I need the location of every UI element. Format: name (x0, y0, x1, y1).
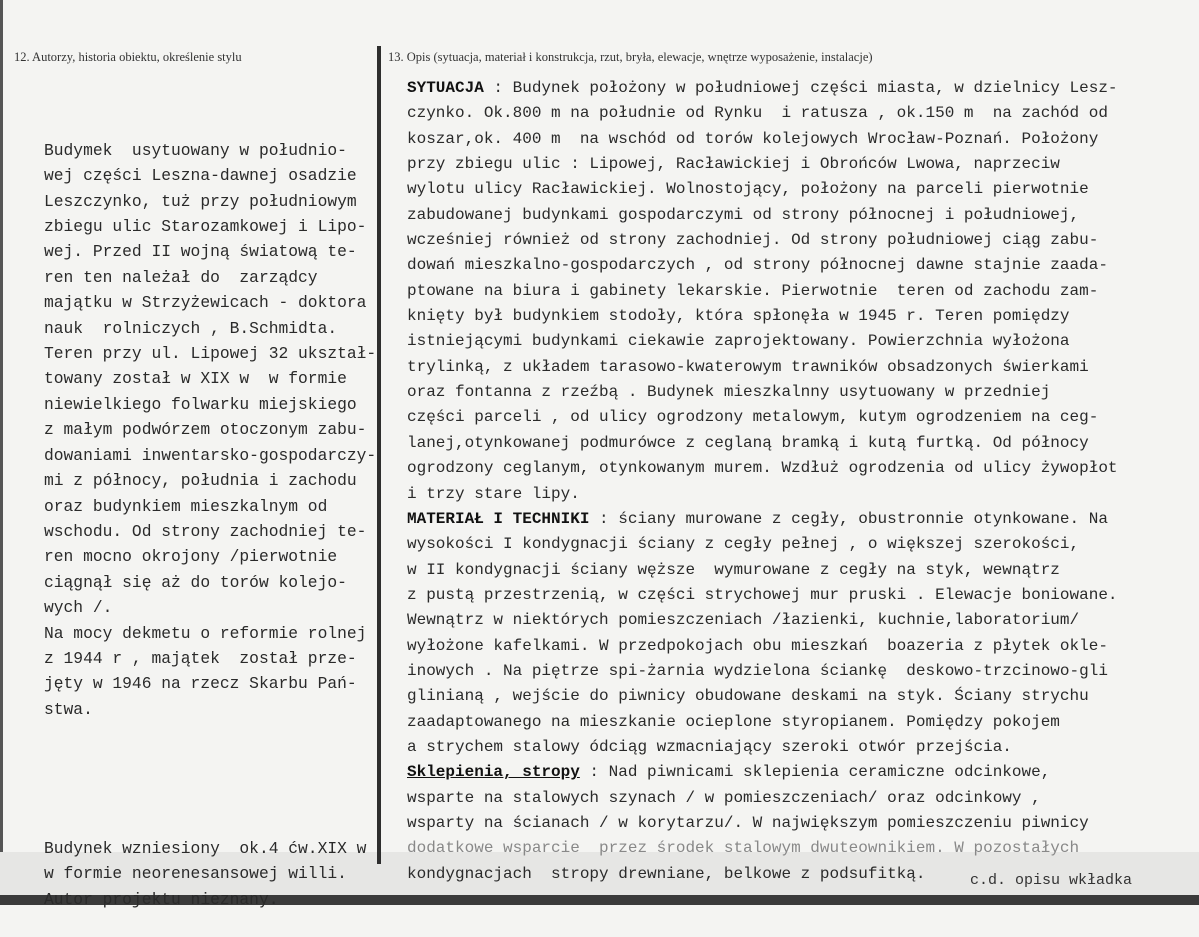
line-text: oraz fontanna z rzeźbą . Budynek mieszkalnny usytuowany w przedniej (407, 383, 1051, 402)
text-line (407, 760, 1118, 785)
text-line (407, 710, 1118, 735)
text-line (407, 608, 1118, 633)
line-text: trylinką, z układem tarasowo-kwaterowym trawników obsadzonych świerkami (407, 357, 1089, 376)
line-text: : Nad piwnicami sklepienia ceramiczne odcinkowe, (579, 763, 1051, 782)
text-line (407, 558, 1118, 583)
text-line (407, 811, 1118, 836)
line-text: wylotu ulicy Racławickiej. Wolnostojący, położony na parceli pierwotnie (407, 180, 1089, 199)
text-line (407, 253, 1118, 278)
text-line: Budymek usytuowany w południo- (44, 140, 347, 160)
text-line (407, 507, 1118, 532)
line-text: i trzy stare lipy. (407, 484, 580, 503)
section-label: MATERIAŁ I TECHNIKI (407, 509, 590, 528)
text-line: mi z północy, południa i zachodu (44, 471, 357, 491)
text-line (407, 532, 1118, 557)
line-text: wcześniej również od strony zachodniej. Od strony południowej ciąg zabu- (407, 231, 1099, 250)
line-text: wyłożone kafelkami. W przedpokojach obu mieszkań boazeria z płytek okle- (407, 636, 1108, 655)
text-line: dowaniami inwentarsko-gospodarczy- (44, 445, 377, 465)
text-line (407, 76, 1118, 101)
line-text: koszar,ok. 400 m na wschód od torów kolejowych Wrocław-Poznań. Położony (407, 129, 1099, 148)
section-label: SYTUACJA (407, 79, 484, 97)
history-column (44, 87, 376, 937)
line-text: lanej,otynkowanej podmurówce z ceglaną bramką i kutą furtką. Od północy (407, 433, 1089, 452)
text-line (407, 431, 1118, 456)
text-line: nauk rolniczych , B.Schmidta. (44, 318, 338, 338)
text-line: z małym podwórzem otoczonym zabu- (44, 420, 367, 440)
line-text: części parceli , od ulicy ogrodzony metalowym, kutym ogrodzeniem na ceg- (407, 408, 1099, 427)
text-line: Autor projektu nieznany. (44, 889, 279, 909)
line-text: : ściany murowane z cegły, obustronnie otynkowane. Na (589, 509, 1108, 528)
text-line (407, 177, 1118, 202)
text-line: jęty w 1946 na rzecz Skarbu Pań- (44, 674, 357, 694)
text-line: ren ten należał do zarządcy (44, 267, 318, 287)
text-line (407, 634, 1118, 659)
text-line (407, 127, 1118, 152)
text-line: majątku w Strzyżewicach - doktora (44, 293, 367, 313)
text-line: ciągnął się aż do torów kolejo- (44, 572, 347, 592)
text-line (407, 735, 1118, 760)
line-text: dowań mieszkalno-gospodarczych , od strony północnej dawne stajnie zaada- (407, 256, 1108, 275)
line-text: ptowane na biura i gabinety lekarskie. Pierwotnie teren od zachodu zam- (407, 281, 1099, 300)
text-line (407, 380, 1118, 405)
line-text: glinianą , wejście do piwnicy obudowane deskami na styk. Ściany strychu (407, 687, 1089, 706)
section-13-header: 13. Opis (sytuacja, materiał i konstrukcja, rzut, bryła, elewacje, wnętrze wyposażenie, instalacje) (388, 50, 873, 64)
line-text: kondygnacjach stropy drewniane, belkowe z podsufitką. (407, 864, 926, 883)
line-text: czynko. Ok.800 m na południe od Rynku i ratusza , ok.150 m na zachód od (407, 104, 1108, 123)
text-line: stwa. (44, 699, 93, 719)
text-line (407, 329, 1118, 354)
text-line: niewielkiego folwarku miejskiego (44, 394, 357, 414)
page-edge (0, 0, 3, 905)
history-paragraph (44, 138, 376, 722)
text-line (407, 583, 1118, 608)
line-text: z pustą przestrzenią, w części strychowej mur pruski . Elewacje boniowane. (407, 585, 1118, 604)
line-text: ogrodzony ceglanym, otynkowanym murem. Wzdłuż ogrodzenia od ulicy żywopłot (407, 459, 1118, 478)
text-line (407, 152, 1118, 177)
section-label: Sklepienia, stropy (407, 763, 580, 782)
text-line: wej. Przed II wojną światową te- (44, 242, 357, 262)
line-text: a strychem stalowy ódciąg wzmacniający szeroki otwór przejścia. (407, 737, 1012, 756)
text-line (407, 786, 1118, 811)
description-column (407, 76, 1118, 887)
text-line: w formie neorenesansowej willi. (44, 864, 347, 884)
line-text: zaadaptowanego na mieszkanie ocieplone styropianem. Pomiędzy pokojem (407, 712, 1060, 731)
line-text: inowych . Na piętrze spi-żarnia wydzielona ściankę deskowo-trzcinowo-gli (407, 661, 1108, 680)
text-line: z 1944 r , majątek został prze- (44, 648, 357, 668)
line-text: wsparty na ścianach / w korytarzu/. W największym pomieszczeniu piwnicy (407, 813, 1089, 832)
text-line: Leszczynko, tuż przy południowym (44, 191, 357, 211)
line-text: dodatkowe wsparcie przez środek stalowym dwuteownikiem. W pozostałych (407, 839, 1080, 858)
text-line (407, 203, 1118, 228)
text-line (407, 228, 1118, 253)
text-line (407, 684, 1118, 709)
text-line (407, 659, 1118, 684)
style-paragraph (44, 836, 376, 912)
line-text: w II kondygnacji ściany węższe wymurowane z cegły na styk, wewnątrz (407, 560, 1060, 579)
text-line (407, 482, 1118, 507)
text-line: wych /. (44, 598, 113, 618)
text-line: wej części Leszna-dawnej osadzie (44, 166, 357, 186)
text-line (407, 304, 1118, 329)
continuation-note: c.d. opisu wkładka (970, 872, 1133, 889)
line-text: zabudowanej budynkami gospodarczymi od strony północnej i południowej, (407, 205, 1080, 224)
text-line: Na mocy dekmetu o reformie rolnej (44, 623, 367, 643)
line-text: przy zbiegu ulic : Lipowej, Racławickiej i Obrońców Lwowa, naprzeciw (407, 155, 1060, 174)
text-line: Budynek wzniesiony ok.4 ćw.XIX w (44, 838, 367, 858)
column-divider (377, 46, 381, 864)
text-line (407, 355, 1118, 380)
text-line: zbiegu ulic Starozamkowej i Lipo- (44, 217, 367, 237)
text-line (407, 405, 1118, 430)
text-line: ren mocno okrojony /pierwotnie (44, 547, 338, 567)
line-text: knięty był budynkiem stodoły, która spłonęła w 1945 r. Teren pomiędzy (407, 307, 1070, 326)
line-text: wysokości I kondygnacji ściany z cegły pełnej , o większej szerokości, (407, 535, 1080, 554)
line-text: Wewnątrz w niektórych pomieszczeniach /łazienki, kuchnie,laboratorium/ (407, 611, 1080, 630)
text-line: Teren przy ul. Lipowej 32 ukształ- (44, 344, 377, 364)
section-12-header: 12. Autorzy, historia obiektu, określenie stylu (14, 50, 242, 64)
text-line (407, 836, 1118, 861)
text-line: towany został w XIX w w formie (44, 369, 347, 389)
line-text: wsparte na stalowych szynach / w pomieszczeniach/ oraz odcinkowy , (407, 788, 1041, 807)
text-line (407, 279, 1118, 304)
text-line (407, 101, 1118, 126)
line-text: : Budynek położony w południowej części miasta, w dzielnicy Lesz- (483, 79, 1118, 97)
text-line: wschodu. Od strony zachodniej te- (44, 521, 367, 541)
text-line (407, 456, 1118, 481)
text-line: oraz budynkiem mieszkalnym od (44, 496, 328, 516)
line-text: istniejącymi budynkami ciekawie zaprojektowany. Powierzchnia wyłożona (407, 332, 1070, 351)
